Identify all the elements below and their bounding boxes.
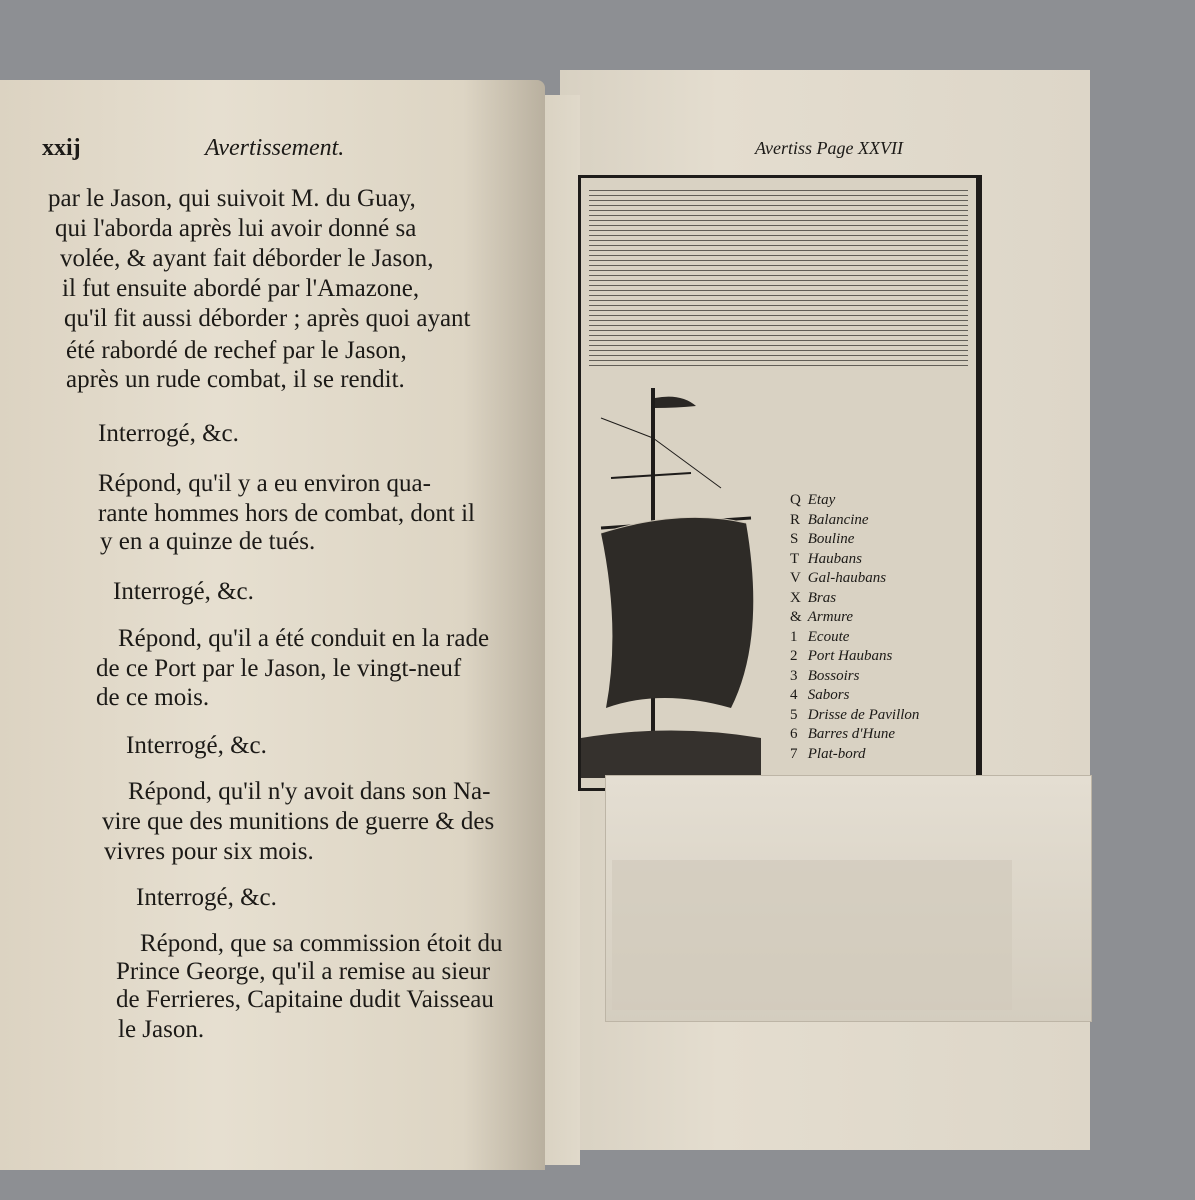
legend-item <box>790 746 919 766</box>
text-line: qui l'aborda après lui avoir donné sa <box>55 215 417 242</box>
legend-key: 5 <box>790 706 798 723</box>
text-line: qu'il fit aussi déborder ; après quoi ayant <box>64 305 471 332</box>
text-line: vire que des munitions de guerre & des <box>102 808 495 835</box>
legend-item <box>790 707 919 727</box>
legend-label: Ecoute <box>807 628 850 645</box>
legend-label: Barres d'Hune <box>807 726 895 742</box>
legend-key: X <box>790 589 801 606</box>
legend-label: Sabors <box>807 687 850 703</box>
legend-key: V <box>790 570 801 586</box>
text-line: par le Jason, qui suivoit M. du Guay, <box>48 185 416 212</box>
text-line: Répond, que sa commission étoit du <box>140 930 503 957</box>
legend-item <box>790 531 919 551</box>
text-line: Prince George, qu'il a remise au sieur <box>116 958 491 985</box>
legend-item <box>790 648 919 668</box>
legend-label: Gal-haubans <box>807 570 887 586</box>
legend-label: Bras <box>807 589 837 606</box>
legend-key: 1 <box>790 628 798 645</box>
legend-key: 4 <box>790 687 798 703</box>
legend-key: & <box>790 609 802 625</box>
text-line: de Ferrieres, Capitaine dudit Vaisseau <box>116 986 494 1013</box>
text-line: Interrogé, &c. <box>136 884 277 911</box>
text-line: le Jason. <box>118 1016 205 1043</box>
engraved-sky <box>589 186 968 366</box>
text-line: été rabordé de rechef par le Jason, <box>66 337 407 364</box>
legend-label: Drisse de Pavillon <box>807 706 920 723</box>
legend-label: Port Haubans <box>807 648 893 664</box>
legend-item <box>790 570 919 590</box>
legend-key: 7 <box>790 745 798 762</box>
legend-item <box>790 551 919 571</box>
legend-label: Etay <box>807 492 836 508</box>
text-line: y en a quinze de tués. <box>100 528 316 555</box>
text-line: Répond, qu'il a été conduit en la rade <box>118 625 490 652</box>
legend-key: Q <box>790 492 801 508</box>
text-line: Interrogé, &c. <box>98 420 239 447</box>
text-line: Répond, qu'il n'y avoit dans son Na- <box>128 778 491 805</box>
legend-item <box>790 726 919 746</box>
text-line: volée, & ayant fait déborder le Jason, <box>60 245 434 272</box>
ship-illustration <box>581 378 771 778</box>
ship-engraving <box>578 175 982 791</box>
text-line: Répond, qu'il y a eu environ qua- <box>98 470 431 497</box>
legend-key: T <box>790 550 800 567</box>
legend-item <box>790 609 919 629</box>
legend-key: S <box>790 531 799 547</box>
legend-key: R <box>790 511 801 528</box>
plate-legend <box>790 492 919 765</box>
text-line: de ce mois. <box>96 684 210 711</box>
legend-label: Balancine <box>807 511 869 528</box>
legend-label: Plat-bord <box>807 745 866 762</box>
legend-label: Bouline <box>807 531 855 547</box>
text-line: Interrogé, &c. <box>113 578 254 605</box>
text-line: il fut ensuite abordé par l'Amazone, <box>62 275 420 302</box>
plate-header: Avertiss Page XXVII <box>755 138 903 158</box>
text-line: après un rude combat, il se rendit. <box>66 366 405 393</box>
text-line: Interrogé, &c. <box>126 732 267 759</box>
legend-item <box>790 687 919 707</box>
running-head: Avertissement. <box>205 135 345 161</box>
legend-label: Haubans <box>807 550 862 567</box>
paper-slip-shadow <box>612 860 1012 1010</box>
text-line: rante hommes hors de combat, dont il <box>98 500 476 527</box>
legend-item <box>790 512 919 532</box>
text-line: vivres pour six mois. <box>104 838 314 865</box>
legend-item <box>790 492 919 512</box>
legend-item <box>790 590 919 610</box>
text-line: de ce Port par le Jason, le vingt-neuf <box>96 655 462 682</box>
legend-key: 6 <box>790 726 798 742</box>
legend-item <box>790 668 919 688</box>
legend-label: Armure <box>807 609 854 625</box>
legend-label: Bossoirs <box>807 667 860 684</box>
legend-key: 2 <box>790 648 798 664</box>
page-number: xxij <box>42 135 81 161</box>
legend-key: 3 <box>790 667 798 684</box>
legend-item <box>790 629 919 649</box>
